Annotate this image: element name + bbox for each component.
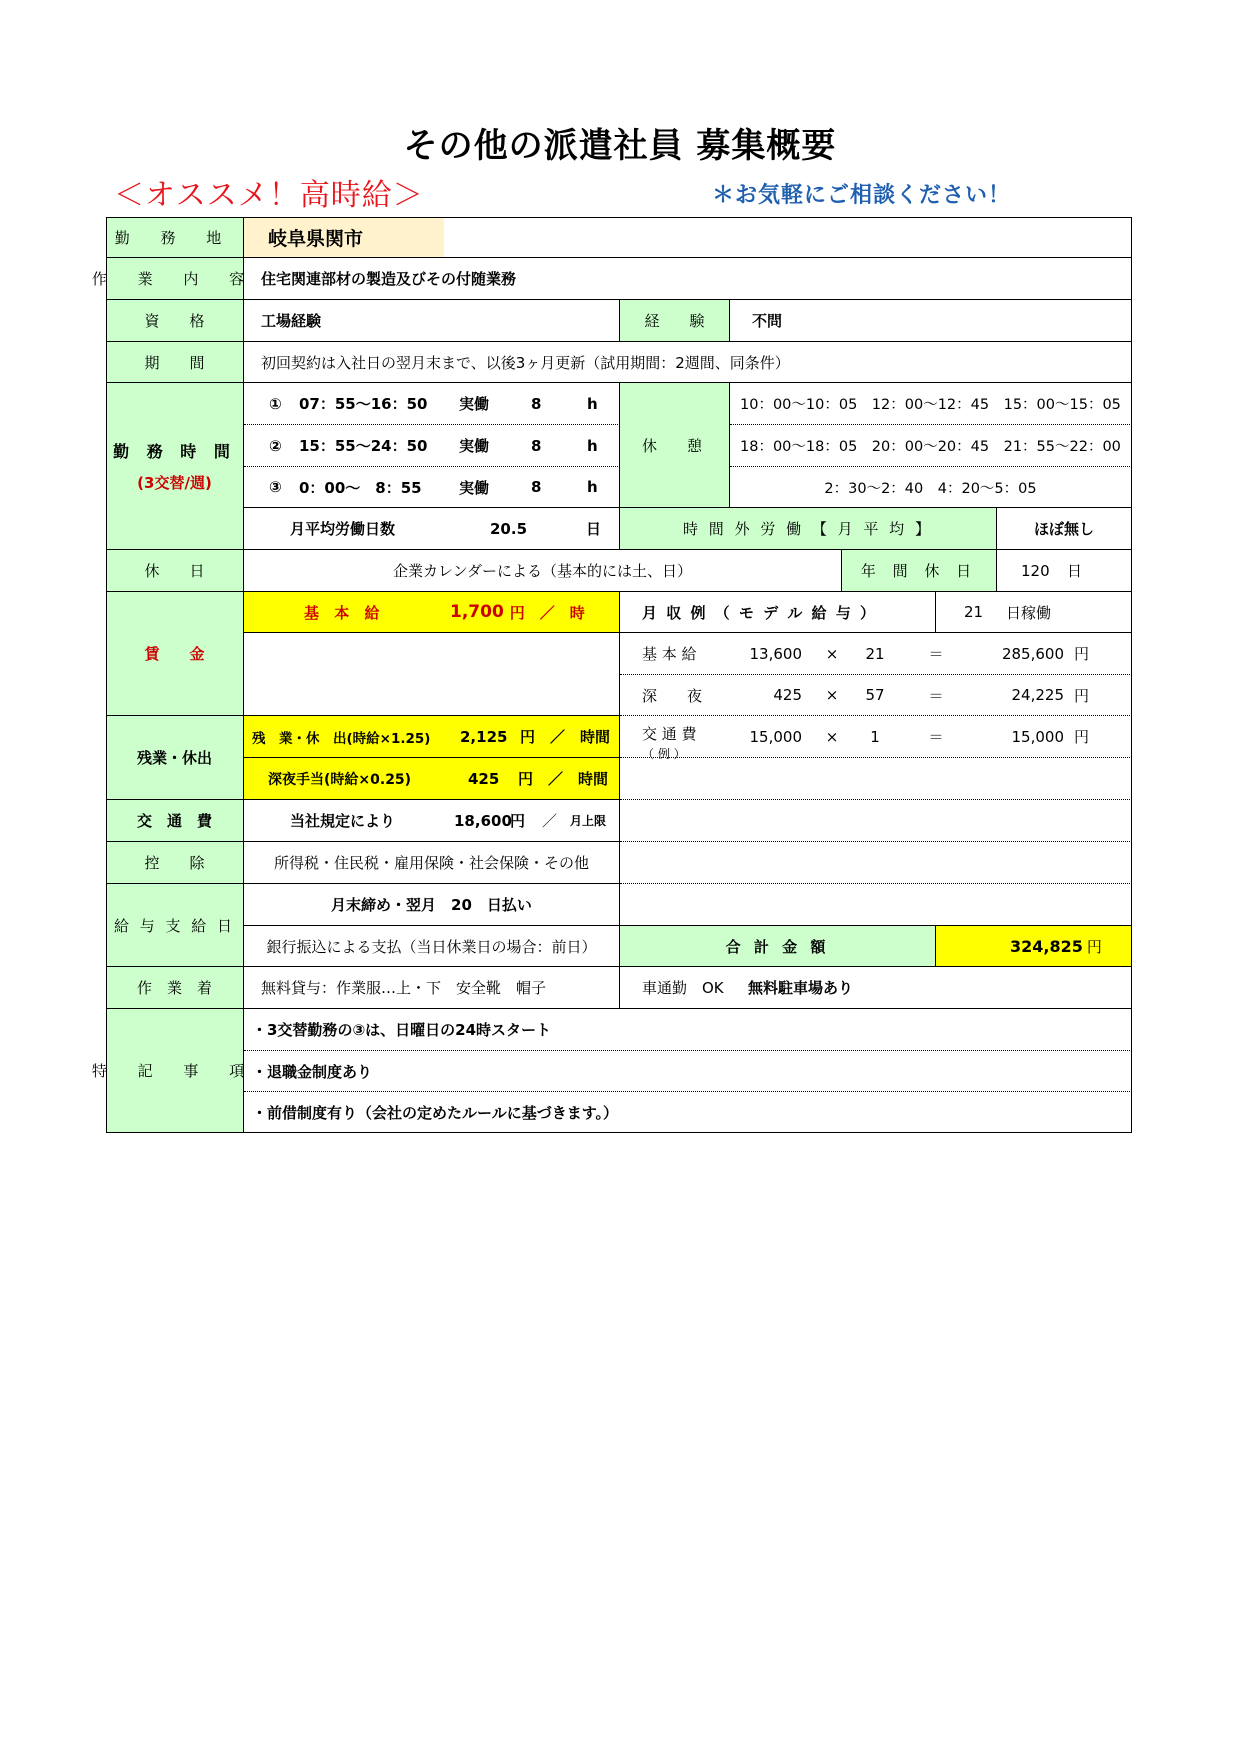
blank-row <box>620 842 1132 884</box>
shift-row: ① 07：55～16：50 実働 8 h <box>244 383 620 425</box>
note-item: ・前借制度有り（会社の定めたルールに基づきます。） <box>244 1092 1132 1133</box>
hours-sub: (3交替/週) <box>137 474 212 492</box>
overtime-label: 残業・休出 <box>106 716 244 800</box>
note-item: ・退職金制度あり <box>244 1051 1132 1092</box>
monthly-days-row: 月平均労働日数 20.5 日 <box>244 508 620 550</box>
model-blank-row <box>620 758 1132 800</box>
promo-heading: ＜オススメ！高時給＞ <box>114 178 424 213</box>
hours-label-cell <box>106 383 244 550</box>
parking-note: 無料駐車場あり <box>748 967 1132 1009</box>
experience-label: 経 験 <box>620 300 730 342</box>
note-item: ・3交替勤務の③は、日曜日の24時スタート <box>244 1009 1132 1051</box>
payday-label: 給 与 支 給 日 <box>106 884 244 967</box>
location-blank <box>444 217 1132 258</box>
total-label: 合 計 金 額 <box>620 926 936 967</box>
work-label: 作 業 内 容 <box>106 258 244 300</box>
shift-row: ② 15：55～24：50 実働 8 h <box>244 425 620 467</box>
model-row: 交 通 費 （ 例 ） 15,000 × 1 ＝ 15,000 円 <box>620 716 1132 758</box>
notes-label: 特 記 事 項 <box>106 1009 244 1133</box>
annual-holiday-label: 年 間 休 日 <box>842 550 997 592</box>
break-row: 2：30～2：40 4：20～5：05 <box>730 467 1132 508</box>
break-label: 休 憩 <box>620 383 730 508</box>
car-commute: 車通勤 OK <box>620 967 748 1009</box>
consult-note: ＊お気軽にご相談ください！ <box>712 183 1012 208</box>
model-days: 21 日稼働 <box>936 592 1132 633</box>
night-allowance-row: 深夜手当(時給×0.25) 425 円 ／ 時間 <box>244 758 620 800</box>
payday-line1: 月末締め・翌月 20 日払い <box>244 884 620 926</box>
total-value: 324,825 円 <box>936 926 1132 967</box>
overtime-row: 残 業・休 出(時給×1.25) 2,125 円 ／ 時間 <box>244 716 620 758</box>
holiday-label: 休 日 <box>106 550 244 592</box>
transport-label: 交 通 費 <box>106 800 244 842</box>
model-row: 基 本 給 13,600 × 21 ＝ 285,600 円 <box>620 633 1132 675</box>
deduction-value: 所得税・住民税・雇用保険・社会保険・その他 <box>244 842 620 884</box>
location-label: 勤 務 地 <box>106 217 244 258</box>
experience-value: 不問 <box>730 300 1132 342</box>
location-value: 岐阜県関市 <box>244 217 444 258</box>
overtime-hours-label: 時 間 外 労 働 【 月 平 均 】 <box>620 508 997 550</box>
model-row: 深 夜 425 × 57 ＝ 24,225 円 <box>620 675 1132 716</box>
overtime-hours-value: ほぼ無し <box>997 508 1132 550</box>
qualification-value: 工場経験 <box>244 300 620 342</box>
hours-label: 勤 務 時 間 <box>113 442 236 461</box>
holiday-value: 企業カレンダーによる（基本的には土、日） <box>244 550 842 592</box>
period-label: 期 間 <box>106 342 244 383</box>
uniform-label: 作 業 着 <box>106 967 244 1009</box>
break-row: 18：00～18：05 20：00～20：45 21：55～22：00 <box>730 425 1132 467</box>
annual-holiday-value: 120 日 <box>997 550 1132 592</box>
page-title: その他の派遣社員 募集概要 <box>403 126 837 166</box>
qualification-label: 資 格 <box>106 300 244 342</box>
base-wage-row: 基 本 給 1,700 円 ／ 時 <box>244 592 620 633</box>
deduction-label: 控 除 <box>106 842 244 884</box>
job-summary-table <box>91 217 1132 1133</box>
blank-row <box>620 800 1132 842</box>
break-row: 10：00～10：05 12：00～12：45 15：00～15：05 <box>730 383 1132 425</box>
uniform-value: 無料貸与：作業服…上・下 安全靴 帽子 <box>244 967 620 1009</box>
transport-row: 当社規定により 18,600 円 ／ 月上限 <box>244 800 620 842</box>
model-salary-label: 月 収 例 （ モ デ ル 給 与 ） <box>620 592 936 633</box>
wage-blank <box>244 633 620 716</box>
shift-row: ③ 0：00～ 8：55 実働 8 h <box>244 467 620 508</box>
payday-line2: 銀行振込による支払（当日休業日の場合：前日） <box>244 926 620 967</box>
work-value: 住宅関連部材の製造及びその付随業務 <box>244 258 1132 300</box>
blank-row <box>620 884 1132 926</box>
period-value: 初回契約は入社日の翌月末まで、以後3ヶ月更新（試用期間：2週間、同条件） <box>244 342 1132 383</box>
wage-label: 賃 金 <box>106 592 244 716</box>
